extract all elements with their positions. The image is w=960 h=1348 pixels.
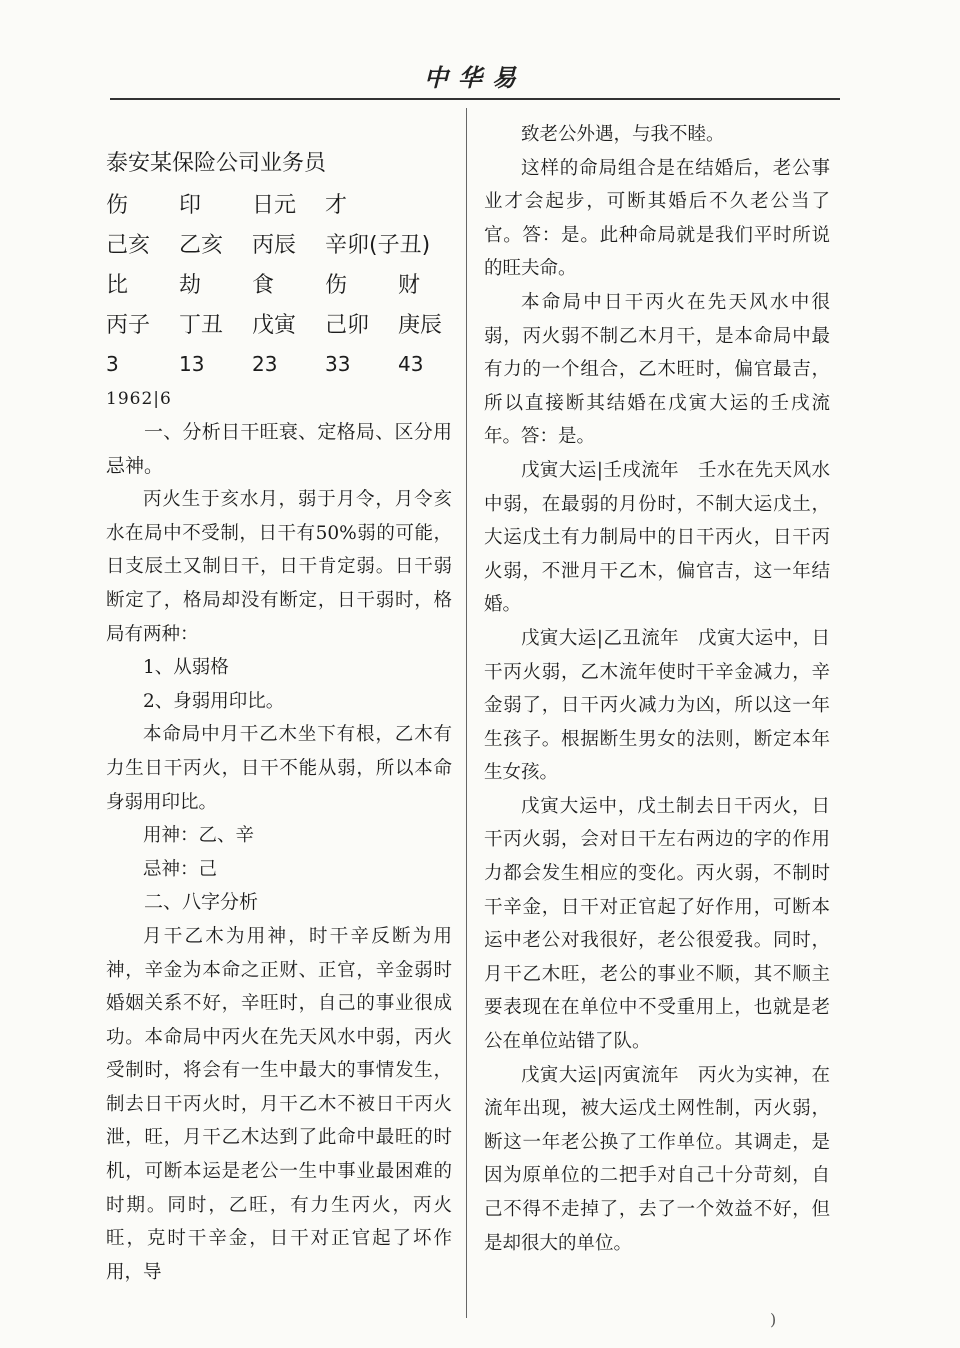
header-title: 中华易	[424, 64, 526, 92]
chart-cell: 己亥	[106, 233, 151, 258]
chart-cell: 食	[252, 273, 275, 298]
chart-cell: 43	[398, 352, 424, 376]
chart-cell: 丙子	[106, 313, 151, 338]
paragraph: 本命局中日干丙火在先天风水中很弱，丙火弱不制乙木月干，是本命局中最有力的一个组合，乙木旺时，偏官最吉，所以直接断其结婚在戊寅大运的壬戌流年。答：是。	[484, 291, 830, 448]
chart-cell: 33	[325, 352, 351, 376]
chart-cell: 才	[325, 193, 348, 218]
running-header	[110, 52, 840, 100]
chart-cell	[398, 226, 471, 266]
chart-cell: 劫	[179, 273, 202, 298]
chart-cell: 己卯	[325, 313, 370, 338]
chart-cell: 丁丑	[179, 313, 224, 338]
chart-cell: 23	[252, 352, 278, 376]
page-mark: )	[770, 1310, 777, 1329]
right-column	[484, 118, 830, 1260]
paragraph: 丙火生于亥水月，弱于月令，月令亥水在局中不受制，日干有50%弱的可能，日支辰土又制日干，日干肯定弱。日干弱断定了，格局却没有断定，日干弱时，格局有两种：	[106, 489, 452, 645]
chart-cell: 丙辰	[252, 233, 297, 258]
paragraph: 戊寅大运|壬戌流年 壬水在先天风水中弱，在最弱的月份时，不制大运戊土，大运戊土有力制局中的日干丙火，日干丙火弱，不泄月干乙木，偏官吉，这一年结婚。	[484, 459, 830, 616]
chart-cell: 伤	[106, 193, 129, 218]
chart-cell: 庚辰	[398, 313, 443, 338]
paragraph: 戊寅大运|乙丑流年 戊寅大运中，日干丙火弱，乙木流年使时干辛金减力，辛金弱了，日干丙火减力为凶，所以这一年生孩子。根据断生男女的法则，断定本年生女孩。	[484, 627, 830, 784]
section-heading: 一、分析日干旺衰、定格局、区分用忌神。	[106, 421, 452, 477]
chart-cell: 戊寅	[252, 313, 297, 338]
chart-cell: 13	[179, 352, 205, 376]
chart-cell	[398, 186, 471, 226]
chart-cell: 日元	[252, 193, 297, 218]
paragraph: 戊寅大运中，戊土制去日干丙火，日干丙火弱，会对日干左右两边的字的作用力都会发生相应的变化。丙火弱，不制时干辛金，日干对正官起了好作用，可断本运中老公对我很好，老公很爱我。同时，月干乙木旺，老公的事业不顺，其不顺主要表现在在单位中不受重用上，也就是老公在单位站错了队。	[484, 795, 830, 1053]
chart-cell: 乙亥	[179, 233, 224, 258]
chart-cell: 财	[398, 273, 421, 298]
chart-cell: 印	[179, 193, 202, 218]
bazi-chart	[106, 186, 452, 382]
chart-cell: 辛卯(子丑)	[325, 233, 431, 258]
list-item: 1、从弱格	[143, 657, 229, 679]
taboo-god: 忌神：己	[143, 858, 218, 880]
header-rule	[110, 98, 840, 100]
paragraph: 月干乙木为用神，时干辛反断为用神，辛金为本命之正财、正官，辛金弱时婚姻关系不好，辛旺时，自己的事业很成功。本命局中丙火在先天风水中弱，丙火受制时，将会有一生中最大的事情发生，制去日干丙火时，月干乙木不被日干丙火泄，旺，月干乙木达到了此命中最旺的时机，可断本运是老公一生中事业最困难的时期。同时，乙旺，有力生丙火，丙火旺，克时干辛金，日干对正官起了坏作用，导	[106, 925, 452, 1283]
chart-cell: 伤	[325, 273, 348, 298]
paragraph: 这样的命局组合是在结婚后，老公事业才会起步，可断其婚后不久老公当了官。答：是。此种命局就是我们平时所说的旺夫命。	[484, 157, 830, 280]
birth-date: 1962|6	[106, 389, 172, 409]
section-heading: 二、八字分析	[144, 891, 259, 914]
paragraph: 致老公外遇，与我不睦。	[521, 124, 725, 145]
chart-cell: 3	[106, 352, 119, 376]
chart-cell: 比	[106, 273, 129, 298]
paragraph: 本命局中月干乙木坐下有根，乙木有力生日干丙火，日干不能从弱，所以本命身弱用印比。	[106, 724, 452, 813]
left-column	[106, 146, 452, 1289]
useful-god: 用神：乙、辛	[143, 825, 255, 847]
list-item: 2、身弱用印比。	[143, 690, 285, 712]
case-title: 泰安某保险公司业务员	[106, 151, 327, 176]
paragraph: 戊寅大运|丙寅流年 丙火为实神，在流年出现，被大运戊土网性制，丙火弱，断这一年老公换了工作单位。其调走，是因为原单位的二把手对自己十分苛刻，自己不得不走掉了，去了一个效益不好，但是却很大的单位。	[484, 1064, 830, 1254]
